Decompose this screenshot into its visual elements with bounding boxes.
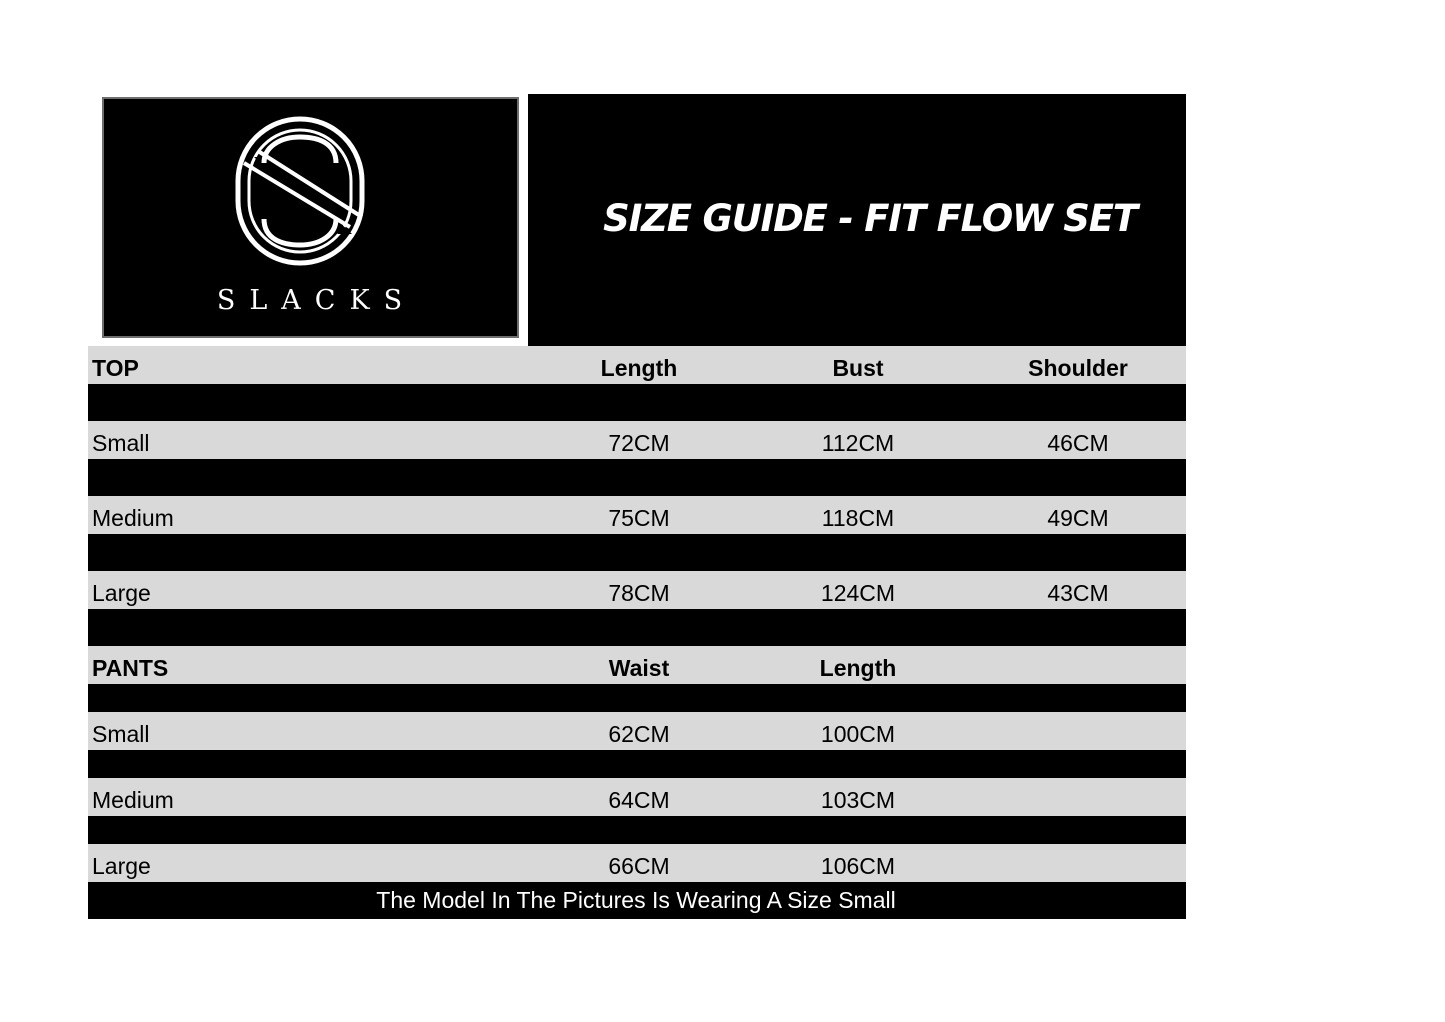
- title-banner: [528, 94, 1186, 346]
- row-divider: [88, 384, 1186, 421]
- size-guide-table: [88, 346, 1186, 919]
- header-cell: Waist: [608, 655, 670, 681]
- size-label: Large: [92, 580, 151, 606]
- table-row: [88, 844, 1186, 882]
- table-cell: 78CM: [608, 580, 670, 606]
- table-cell: 124CM: [820, 580, 896, 606]
- row-divider: [88, 684, 1186, 712]
- row-divider: [88, 816, 1186, 844]
- header-cell: PANTS: [92, 655, 169, 681]
- table-cell: 112CM: [821, 430, 895, 456]
- table-cell: 100CM: [820, 721, 896, 747]
- footer-text: The Model In The Pictures Is Wearing A Size Small: [376, 887, 896, 913]
- table-cell: 66CM: [608, 853, 670, 879]
- table-cell: 49CM: [1047, 505, 1109, 531]
- page-title: SIZE GUIDE - FIT FLOW SET: [603, 197, 1137, 240]
- table-cell: 103CM: [820, 787, 896, 813]
- size-label: Medium: [92, 787, 174, 813]
- table-row: [88, 712, 1186, 750]
- table-row: [88, 421, 1186, 459]
- brand-wordmark: SLACKS: [216, 285, 417, 316]
- brand-logo: [102, 97, 519, 338]
- table-cell: 62CM: [608, 721, 670, 747]
- row-divider: [88, 609, 1186, 646]
- header-cell: Length: [600, 355, 678, 381]
- pants-header-row: [88, 646, 1186, 684]
- footer-note: [88, 882, 1186, 919]
- table-cell: 75CM: [608, 505, 670, 531]
- table-row: [88, 496, 1186, 534]
- size-label: Large: [92, 853, 151, 879]
- size-label: Small: [92, 721, 150, 747]
- table-cell: 64CM: [608, 787, 670, 813]
- header-cell: TOP: [92, 355, 139, 381]
- table-cell: 46CM: [1047, 430, 1109, 456]
- header-cell: Bust: [832, 355, 884, 381]
- header-cell: Length: [819, 655, 897, 681]
- row-divider: [88, 534, 1186, 571]
- size-label: Small: [92, 430, 150, 456]
- row-divider: [88, 750, 1186, 778]
- table-cell: 72CM: [608, 430, 670, 456]
- table-row: [88, 778, 1186, 816]
- table-cell: 106CM: [820, 853, 896, 879]
- row-divider: [88, 459, 1186, 496]
- top-header-row: [88, 346, 1186, 384]
- table-cell: 118CM: [821, 505, 895, 531]
- size-label: Medium: [92, 505, 174, 531]
- header-cell: Shoulder: [1028, 355, 1128, 381]
- table-cell: 43CM: [1047, 580, 1109, 606]
- table-row: [88, 571, 1186, 609]
